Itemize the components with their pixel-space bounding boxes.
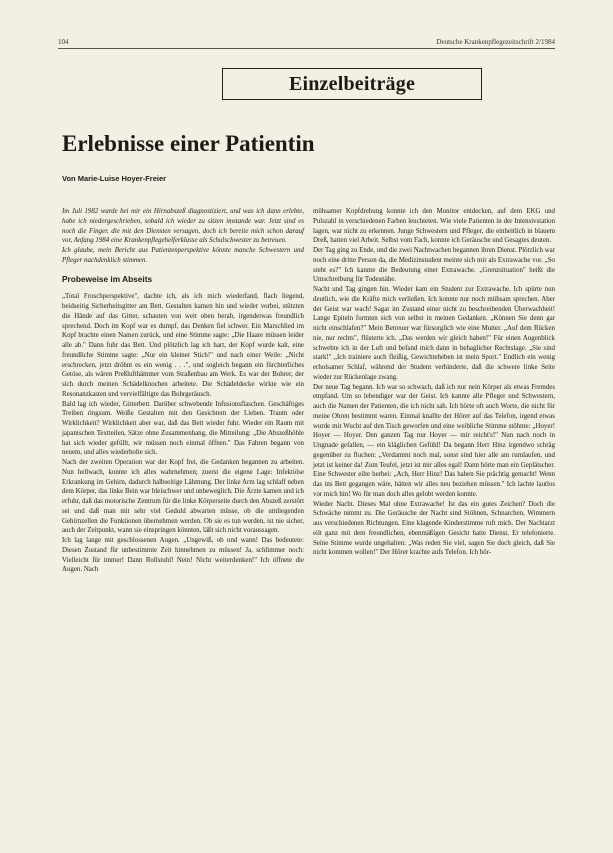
article-intro (62, 207, 304, 266)
body-paragraph: mühsamer Kopfdrehung konnte ich den Monitor entdecken, auf dem EKG und Pulszahl in verschiedenen Farben leuchteten. Wie viele Patienten in der Intensivstation lagen, war nicht zu erkennen. Junge Schwestern und Pfleger, die einheitlich in blauem Dreß, hatten viel Arbeit. Selbst vom Fach, konnte ich Geräusche und Gesagtes deuten. (313, 208, 555, 245)
body-paragraph: Nach der zweiten Operation war der Kopf frei, die Gedanken begannen zu arbeiten. Nun hellwach, konnte ich alles wahrnehmen; zuerst die eigene Lage: Infektiöse Erkrankung im Gehirn, dadurch halbseitige Lähmung. Der linke Arm lag schlaff neben dem Körper, das linke Bein war bleischwer und unbeweglich. Die Ärzte kamen und ich erfuhr, daß das motorische Zentrum für die linke Körperseite durch den Abszeß zerstört sei und daß man mit sehr viel Geduld abwarten müsse, ob die umliegenden Gehirnzellen die Funktionen übernehmen werden. Ob sie es tun werden, ist nie sicher, auch der Zeitpunkt, wann sie einspringen könnten, läßt sich nicht voraussagen. (62, 459, 304, 535)
article-byline: Von Marie-Luise Hoyer-Freier (62, 174, 167, 183)
body-paragraph: Ich lag lange mit geschlossenen Augen. „Ungewiß, ob und wann! Das bedeutete: Diesen Zustand für unbestimmte Zeit hinnehmen zu müssen! Ja, schlimmer noch: Vielleicht für immer! Dann Rollstuhl! Nein! Nicht weiterdenken!" Ich öffnete die Augen. Nach (62, 537, 304, 574)
body-paragraph: Wieder Nacht. Dieses Mal ohne Extrawache! Ist das ein gutes Zeichen? Doch die Schwäche nimmt zu. Die Geräusche der Nacht sind Stöhnen, Schnarchen, Wimmern aus verschiedenen Richtungen. Eine klagende Kinderstimme ruft mich. Der Nachtarzt eilt ganz mit dem freundlichen, ebenmäßigen Gesicht hatte Dienst. Er telefonierte. Seine Stimme wurde ungehalten: „Was reden Sie viel, sagen Sie doch gleich, daß Sie nicht kommen wollen!" Der Hörer krachte aufs Telefon. Ich hör- (313, 500, 555, 557)
left-body (62, 292, 304, 575)
body-paragraph: Der neue Tag begann. Ich war so schwach, daß ich nur nein Körper als etwas Fremdes empfand. Um so lebendiger war der Geist. Ich kannte alle Pfleger und Schwestern, auch die Namen der Patienten, die ich nicht sah. Ich hörte oft auch Worte, die nicht für meine Ohren bestimmt waren. Einmal knallte der Hörer auf das Telefon, irgend etwas wurde mit Wucht auf den Tisch geworfen und eine weibliche Stimme stöhnte: „Hoyer! Hoyer — Hoyer. Den ganzen Tag nur Hoyer — mir reicht's!" Nun nach noch in Ungnade gefallen, — ein kläglichen Gefühl! Da begann Herr Hinz irgendwo schräg gegenüber zu fluchen: „Verdammt noch mal, sonst sind hier alle am rumlaufen, und jetzt ist keiner da! Zum Teufel, jetzt ist mir alles egal! Dann hörte man ein Geplätscher. Eine Schwester eilte herbei: „Ach, Herr Hinz! Das haben Sie prächtig gemacht! Wenn das ins Bett gegangen wäre, hätten wir alles neu beziehen müssen." Ich lachte lautlos vor mich hin! Wo für man doch alles gelobt werden konnte. (313, 383, 555, 498)
section-label: Einzelbeiträge (288, 72, 416, 95)
left-column (62, 207, 304, 575)
right-column (313, 207, 555, 558)
running-head (58, 38, 555, 49)
body-paragraph: Der Tag ging zu Ende, und die zwei Nachtwachen begannen ihren Dienst. Plötzlich war noch eine dritte Person da, die Medizinstudent meinte sich mir als Extrawache vor. „So steht es?" Ich kannte die Bedeutung einer Extrawache. „Grenzsituation" heißt die Umschreibung für Todesnähe. (313, 247, 555, 284)
journal-name: Deutsche Krankenpflegezeitschrift 2/1984 (436, 38, 555, 46)
body-paragraph: „Total Froschperspektive", dachte ich, als ich mich wiederfand, flach liegend, beidseitig Sicherheitsgitter am Bett. Gestalten kamen hin und wieder vorbei, stützten die Hände auf das Gitter, schauten von weit oben herab, irgendetwas freundlich sprechend. Doch im Kopf war es dumpf, das Denken fiel schwer. Ein Marschlied im Kopf brachte einen Namen zurück, und eine Stimme sagte: „Die Haare müssen leider alle ab." Dann fuhr das Bett. Und plötzlich lag ich hart, der Kopf wurde kalt, eine freundliche Stimme sagte: „Nur ein kleiner Stich!" und nach einer Weile: „Nicht erschrecken, jetzt dröhnt es ein wenig . . .", und sogleich begann ein fürchterliches Getöse, als wären Preßlufthämmer vom Straßenbau am Werk. Es war der Bohrer, der sich durch meinen Schädelknochen arbeitete. Die Schädeldecke wirkte wie ein Resonanzkasten und vervielfältigte das Bohrgeräusch. (62, 293, 304, 398)
body-paragraph: Nacht und Tag gingen hin. Wieder kam ein Student zur Extrawache. Ich spürte nun deutlich, wie die Kräfte mich verließen. Ich konnte nur noch mühsam sprechen. Aber der Geist war wach! Sagar im Zustand einer nicht zu beschreibenden Überwachheit! Lange Epiteln formten sich von selbst in meinen Gedanken. „Können Sie denn gar nicht einschlafen?" Mein Betreuer war fürsorglich wie eine Mutter. „Auf dem Rücken nie, nur rechts", flüsterte ich. „Das werden wir gleich haben!" Für einen Augenblick schwebte ich in der Luft und befand mich dann in behaglicher Rechtslage. „Sie sind stark!" „Ich trainiere auch fleißig, Gewichteheben ist mein Sport." Endlich ein wenig erholsamer Schlaf, während der Student verhinderte, daß die schwere linke Seite wieder zur Rückenlage zwang. (313, 286, 555, 381)
section-label-box (222, 68, 482, 100)
article-title: Erlebnisse einer Patientin (62, 131, 315, 156)
section-subheading: Probeweise im Abseits (62, 273, 153, 284)
intro-paragraph: Ich glaube, mein Bericht aus Patientenperspektive könnte manche Schwestern und Pfleger nachdenklich stimmen. (62, 247, 304, 264)
body-paragraph: Bald lag ich wieder, Gitterbett. Darüber schwebende Infusionsflaschen. Geschäftiges Treiben ringsum. Weiße Gestalten mit den Gesichtern der Lieben. Traum oder Wirklichkeit? Wirklichkeit aber war, daß das Bett wieder fuhr. Wieder ein Raum mit japanischen Textteilen, Sätze ohne Zusammenhang, die Mitteilung: „Die Abszeßhöhle hat sich wieder gefüllt, wir müssen noch einmal öffnen." Das Fahren begann von neuem, und alles wiederholte sich. (62, 400, 304, 457)
page-number: 104 (58, 38, 69, 46)
intro-paragraph: Im Juli 1982 wurde bei mir ein Hirnabszeß diagnostiziert, und was ich dann erlebte, habe ich niedergeschrieben, sobald ich wieder zu sitzen imstande war. Jetzt sind es noch die Finger, die mit den Diensten versagen, doch ich bereite mich schon darauf vor, Anfang 1984 eine Krankenpflegehelferklasse als Schulschwester zu betreuen. (62, 208, 304, 245)
